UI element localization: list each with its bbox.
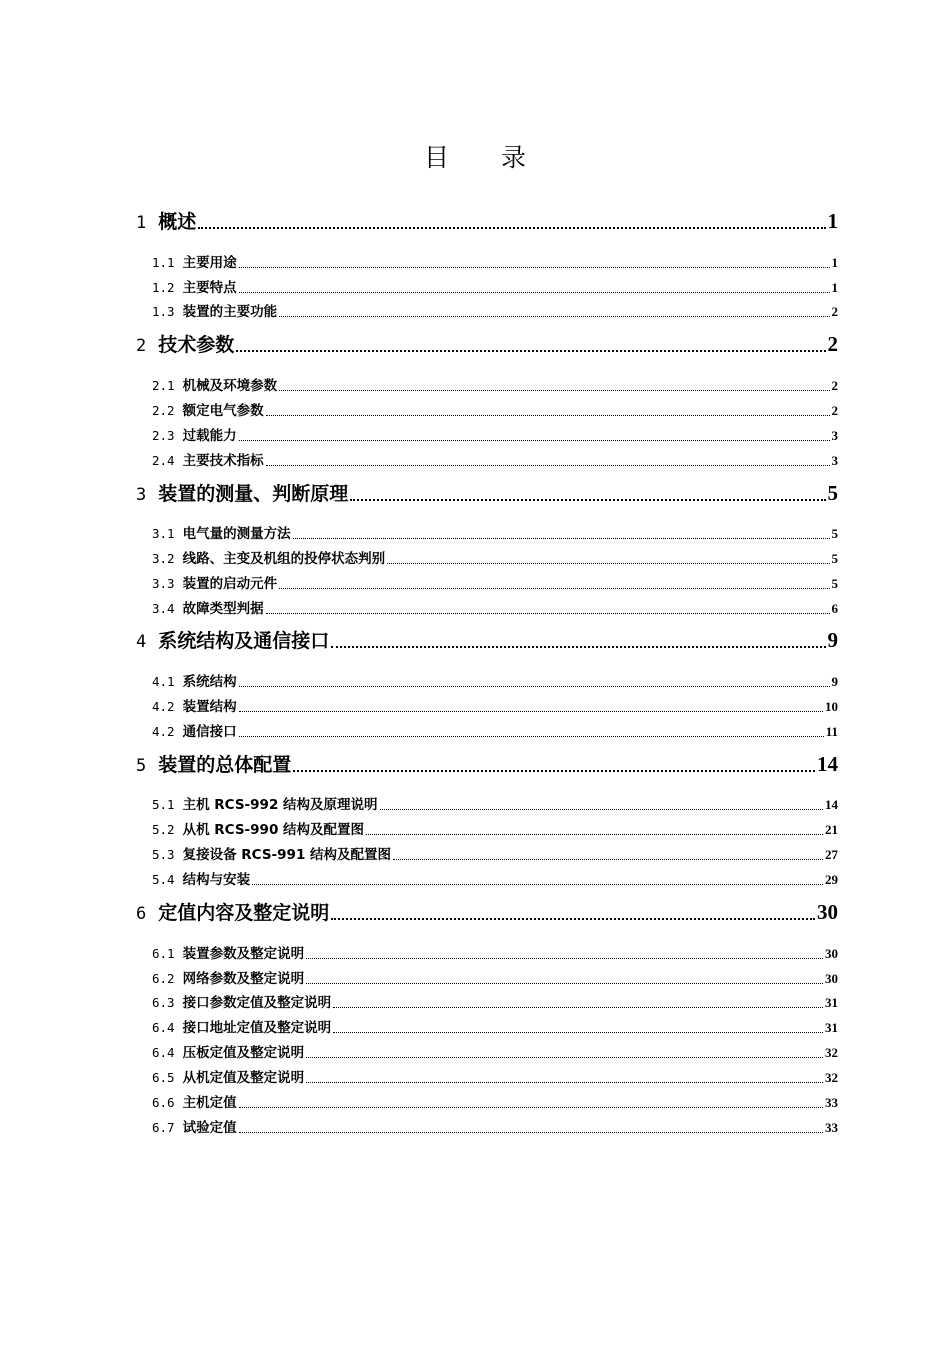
item-number: 5.3	[152, 847, 175, 862]
dot-leader	[239, 1106, 823, 1108]
dot-leader	[380, 808, 823, 810]
dot-leader	[333, 1031, 823, 1033]
item-number: 5.2	[152, 822, 175, 837]
page-number: 5	[831, 576, 838, 591]
dot-leader	[350, 498, 825, 501]
toc-item[interactable]	[152, 300, 838, 320]
dot-leader	[293, 537, 830, 539]
page-number: 27	[825, 847, 838, 862]
dot-leader	[239, 266, 830, 268]
section-number: 2	[136, 336, 147, 356]
item-number: 5.1	[152, 797, 175, 812]
toc-item[interactable]	[152, 449, 838, 469]
section-title: 系统结构及通信接口	[158, 630, 330, 652]
page-number: 3	[831, 428, 838, 443]
page-number: 29	[825, 872, 838, 887]
section-number: 5	[136, 756, 147, 776]
item-number: 3.1	[152, 526, 175, 541]
page-number: 14	[825, 797, 838, 812]
item-number: 1.3	[152, 304, 175, 319]
toc-item[interactable]	[152, 1016, 838, 1036]
section-title: 概述	[158, 211, 197, 233]
item-title: 试验定值	[182, 1120, 237, 1136]
toc-item[interactable]	[152, 424, 838, 444]
item-title: 通信接口	[182, 724, 237, 740]
item-number: 1.2	[152, 280, 175, 295]
item-title: 系统结构	[182, 674, 237, 690]
toc-item[interactable]	[152, 1066, 838, 1086]
item-number: 4.2	[152, 724, 175, 739]
page-number: 33	[825, 1095, 838, 1110]
toc-item[interactable]	[152, 276, 838, 296]
page-number: 32	[825, 1045, 838, 1060]
item-title: 装置结构	[182, 699, 237, 715]
page-number: 3	[831, 453, 838, 468]
toc-item[interactable]	[152, 942, 838, 962]
page-number: 30	[817, 900, 838, 924]
page-number: 6	[831, 601, 838, 616]
dot-leader	[266, 612, 830, 614]
dot-leader	[306, 982, 823, 984]
page-number: 1	[831, 280, 838, 295]
page-number: 31	[825, 1020, 838, 1035]
section-title: 定值内容及整定说明	[158, 902, 330, 924]
page-number: 1	[827, 209, 838, 233]
item-number: 2.1	[152, 378, 175, 393]
section-title: 装置的总体配置	[158, 754, 292, 776]
page-number: 5	[831, 551, 838, 566]
toc-section[interactable]	[136, 479, 838, 506]
toc-item[interactable]	[152, 868, 838, 888]
page-number: 30	[825, 971, 838, 986]
dot-leader	[306, 1056, 823, 1058]
dot-leader	[266, 464, 830, 466]
page-number: 1	[831, 255, 838, 270]
item-number: 4.2	[152, 699, 175, 714]
section-number: 6	[136, 904, 147, 924]
page-number: 31	[825, 995, 838, 1010]
item-title: 主要技术指标	[182, 453, 264, 469]
page-number: 10	[825, 699, 838, 714]
page-number: 2	[831, 403, 838, 418]
item-title: 网络参数及整定说明	[182, 971, 305, 987]
dot-leader	[239, 1131, 823, 1133]
dot-leader	[331, 645, 825, 648]
item-title: 电气量的测量方法	[182, 526, 291, 542]
toc-item[interactable]	[152, 967, 838, 987]
item-title: 装置的主要功能	[182, 304, 278, 320]
toc-section[interactable]	[136, 330, 838, 357]
item-number: 3.4	[152, 601, 175, 616]
dot-leader	[279, 587, 829, 589]
toc-item[interactable]	[152, 1116, 838, 1136]
toc-item[interactable]	[152, 399, 838, 419]
item-number: 6.2	[152, 971, 175, 986]
item-number: 6.6	[152, 1095, 175, 1110]
item-title: 结构与安装	[182, 872, 251, 888]
toc-item[interactable]	[152, 251, 838, 271]
item-title: 从机定值及整定说明	[182, 1070, 305, 1086]
dot-leader	[252, 883, 823, 885]
toc-item[interactable]	[152, 547, 838, 567]
item-title: 主机定值	[182, 1095, 237, 1111]
toc-item[interactable]	[152, 991, 838, 1011]
dot-leader	[279, 389, 829, 391]
page-number: 2	[831, 378, 838, 393]
dot-leader	[239, 685, 830, 687]
dot-leader	[239, 710, 823, 712]
toc-item[interactable]	[152, 572, 838, 592]
page-number: 21	[825, 822, 838, 837]
item-title: 复接设备 RCS-991 结构及配置图	[182, 847, 392, 863]
item-title: 装置参数及整定说明	[182, 946, 305, 962]
toc-item[interactable]	[152, 818, 838, 838]
dot-leader	[279, 315, 829, 317]
item-title: 主机 RCS-992 结构及原理说明	[182, 797, 378, 813]
dot-leader	[293, 769, 815, 772]
page-number: 2	[827, 332, 838, 356]
item-number: 2.3	[152, 428, 175, 443]
dot-leader	[331, 917, 815, 920]
page-number: 9	[831, 674, 838, 689]
item-title: 额定电气参数	[182, 403, 264, 419]
item-title: 从机 RCS-990 结构及配置图	[182, 822, 365, 838]
section-title: 装置的测量、判断原理	[158, 483, 349, 505]
dot-leader	[266, 414, 830, 416]
item-number: 6.5	[152, 1070, 175, 1085]
toc-item[interactable]	[152, 1041, 838, 1061]
dot-leader	[306, 957, 823, 959]
item-title: 主要用途	[182, 255, 237, 271]
dot-leader	[333, 1006, 823, 1008]
page-number: 5	[831, 526, 838, 541]
page-title: 目 录	[424, 143, 548, 172]
dot-leader	[198, 226, 825, 229]
toc-item[interactable]	[152, 374, 838, 394]
item-title: 接口地址定值及整定说明	[182, 1020, 332, 1036]
item-title: 压板定值及整定说明	[182, 1045, 305, 1061]
page-number: 2	[831, 304, 838, 319]
dot-leader	[393, 858, 823, 860]
item-number: 6.4	[152, 1045, 175, 1060]
page-number: 32	[825, 1070, 838, 1085]
section-number: 3	[136, 485, 147, 505]
toc-section[interactable]	[136, 898, 838, 925]
page-number: 5	[827, 481, 838, 505]
item-number: 2.2	[152, 403, 175, 418]
item-number: 2.4	[152, 453, 175, 468]
toc-item[interactable]	[152, 793, 838, 813]
item-number: 6.3	[152, 995, 175, 1010]
dot-leader	[236, 349, 825, 352]
toc-item[interactable]	[152, 597, 838, 617]
dot-leader	[239, 291, 830, 293]
item-title: 装置的启动元件	[182, 576, 278, 592]
item-number: 3.2	[152, 551, 175, 566]
section-number: 4	[136, 632, 147, 652]
toc-section[interactable]	[136, 626, 838, 653]
toc-item[interactable]	[152, 522, 838, 542]
item-title: 机械及环境参数	[182, 378, 278, 394]
item-title: 故障类型判据	[182, 601, 264, 617]
dot-leader	[306, 1081, 823, 1083]
section-number: 1	[136, 213, 147, 233]
page-number: 11	[825, 724, 838, 739]
page-number: 30	[825, 946, 838, 961]
dot-leader	[239, 439, 830, 441]
item-number: 6.4	[152, 1020, 175, 1035]
item-number: 6.1	[152, 946, 175, 961]
page-number: 9	[827, 628, 838, 652]
item-title: 主要特点	[182, 280, 237, 296]
item-number: 3.3	[152, 576, 175, 591]
item-title: 过载能力	[182, 428, 237, 444]
page-number: 33	[825, 1120, 838, 1135]
page-number: 14	[817, 752, 838, 776]
toc-item[interactable]	[152, 1091, 838, 1111]
toc-section[interactable]	[136, 207, 838, 234]
dot-leader	[387, 562, 829, 564]
item-number: 5.4	[152, 872, 175, 887]
toc-item[interactable]	[152, 670, 838, 690]
toc-item[interactable]	[152, 695, 838, 715]
toc-section[interactable]	[136, 750, 838, 777]
dot-leader	[239, 735, 824, 737]
section-title: 技术参数	[158, 334, 235, 356]
toc-item[interactable]	[152, 720, 838, 740]
dot-leader	[366, 833, 823, 835]
item-title: 线路、主变及机组的投停状态判别	[182, 551, 386, 567]
item-number: 4.1	[152, 674, 175, 689]
toc-item[interactable]	[152, 843, 838, 863]
item-number: 6.7	[152, 1120, 175, 1135]
item-title: 接口参数定值及整定说明	[182, 995, 332, 1011]
item-number: 1.1	[152, 255, 175, 270]
